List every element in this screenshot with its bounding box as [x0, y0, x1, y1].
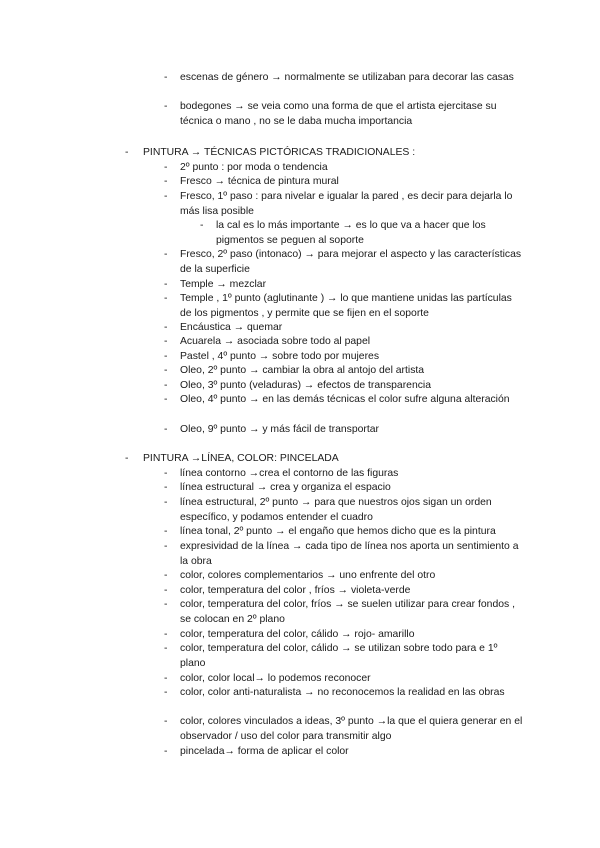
list-item-text: color, temperatura del color , fríos → violeta-verde — [180, 585, 411, 596]
list-item-text: bodegones → se veia como una forma de que el artista ejercitase su técnica o mano , no se le daba mucha importancia — [180, 101, 497, 127]
list-item — [164, 745, 525, 760]
list-item — [164, 540, 525, 569]
list-item-text: expresividad de la línea → cada tipo de línea nos aporta un sentimiento a la obra — [180, 541, 519, 567]
list-item-text: color, colores complementarios → uno enfrente del otro — [180, 570, 436, 581]
list-item-text: color, temperatura del color, cálido → rojo- amarillo — [180, 629, 415, 640]
bullet-dash: - — [164, 279, 168, 290]
bullet-dash: - — [164, 541, 168, 552]
list-item-text: Encáustica → quemar — [180, 322, 283, 333]
list-item — [164, 628, 525, 643]
list-item-text: Acuarela → asociada sobre todo al papel — [180, 336, 371, 347]
bullet-dash: - — [164, 570, 168, 581]
list-item — [164, 525, 525, 540]
section-heading — [125, 146, 503, 161]
list-item — [164, 248, 525, 277]
bullet-dash: - — [164, 394, 168, 405]
list-item-text: Fresco, 2º paso (intonaco) → para mejorar el aspecto y las características de la superficie — [180, 249, 522, 275]
list-item-text: escenas de género → normalmente se utilizaban para decorar las casas — [180, 72, 514, 83]
list-item-text: Oleo, 3º punto (veladuras) → efectos de transparencia — [180, 380, 431, 391]
list-item — [164, 321, 525, 336]
bullet-dash: - — [164, 585, 168, 596]
list-item — [164, 584, 525, 599]
bullet-dash: - — [164, 687, 168, 698]
list-item-text: Temple → mezclar — [180, 279, 267, 290]
list-item — [164, 278, 525, 293]
list-item — [164, 379, 525, 394]
bullet-dash: - — [164, 191, 168, 202]
list-item-text: la cal es lo más importante → es lo que va a hacer que los pigmentos se peguen al soporte — [216, 220, 486, 246]
list-item-text: color, color anti-naturalista → no reconocemos la realidad en las obras — [180, 687, 505, 698]
bullet-dash: - — [164, 249, 168, 260]
bullet-dash: - — [200, 220, 204, 231]
list-item — [164, 467, 525, 482]
bullet-dash: - — [164, 482, 168, 493]
bullet-dash: - — [164, 673, 168, 684]
bullet-dash: - — [164, 336, 168, 347]
bullet-dash: - — [164, 351, 168, 362]
section-heading — [125, 452, 503, 467]
bullet-dash: - — [164, 526, 168, 537]
list-item — [164, 335, 525, 350]
list-item-text: color, colores vinculados a ideas, 3º punto →la que el quiera generar en el observador / uso del color para transmitir algo — [180, 716, 523, 742]
bullet-dash: - — [164, 746, 168, 757]
list-item — [164, 393, 525, 408]
list-item — [164, 161, 525, 176]
bullet-dash: - — [164, 424, 168, 435]
bullet-dash: - — [164, 643, 168, 654]
list-item-text: color, color local→ lo podemos reconocer — [180, 673, 371, 684]
bullet-dash: - — [164, 162, 168, 173]
list-item-text: Oleo, 4º punto → en las demás técnicas el color sufre alguna alteración — [180, 394, 510, 405]
list-item — [164, 175, 525, 190]
sub-list-item — [200, 219, 531, 248]
list-item-text: línea contorno →crea el contorno de las figuras — [180, 468, 399, 479]
bullet-dash: - — [164, 293, 168, 304]
list-item-text: color, temperatura del color, cálido → se utilizan sobre todo para e 1º plano — [180, 643, 498, 669]
bullet-dash: - — [164, 72, 168, 83]
bullet-dash: - — [164, 380, 168, 391]
list-item — [164, 423, 525, 438]
list-item — [164, 350, 525, 365]
list-item — [164, 292, 525, 321]
section-heading-text: PINTURA →LÍNEA, COLOR: PINCELADA — [143, 453, 339, 464]
list-item — [164, 715, 525, 744]
list-item-text: línea estructural → crea y organiza el espacio — [180, 482, 391, 493]
bullet-dash: - — [164, 497, 168, 508]
list-item — [164, 569, 525, 584]
list-item-text: Oleo, 2º punto → cambiar la obra al antojo del artista — [180, 365, 425, 376]
bullet-dash: - — [164, 629, 168, 640]
bullet-dash: - — [164, 599, 168, 610]
list-item-text: Fresco, 1º paso : para nivelar e igualar la pared , es decir para dejarla lo más lisa posible — [180, 191, 513, 217]
list-item — [164, 71, 525, 86]
bullet-dash: - — [164, 101, 168, 112]
list-item-text: pincelada→ forma de aplicar el color — [180, 746, 349, 757]
bullet-dash: - — [164, 468, 168, 479]
list-item-text: Oleo, 9º punto → y más fácil de transportar — [180, 424, 379, 435]
bullet-dash: - — [125, 147, 129, 158]
list-item-text: Pastel , 4º punto → sobre todo por mujeres — [180, 351, 380, 362]
bullet-dash: - — [164, 716, 168, 727]
list-item — [164, 190, 525, 219]
list-item — [164, 598, 525, 627]
list-item-text: 2º punto : por moda o tendencia — [180, 162, 328, 173]
list-item-text: Temple , 1º punto (aglutinante ) → lo que mantiene unidas las partículas de los pigmentos , y permite que se fijen en el soporte — [180, 293, 512, 319]
list-item — [164, 642, 525, 671]
list-item-text: línea estructural, 2º punto → para que nuestros ojos sigan un orden específico, y podamos entender el cuadro — [180, 497, 492, 523]
bullet-dash: - — [164, 322, 168, 333]
list-item-text: color, temperatura del color, fríos → se suelen utilizar para crear fondos , se colocan en 2º plano — [180, 599, 515, 625]
list-item — [164, 100, 525, 129]
list-item-text: línea tonal, 2º punto → el engaño que hemos dicho que es la pintura — [180, 526, 496, 537]
bullet-dash: - — [164, 365, 168, 376]
bullet-dash: - — [164, 176, 168, 187]
list-item — [164, 481, 525, 496]
bullet-dash: - — [125, 453, 129, 464]
list-item-text: Fresco → técnica de pintura mural — [180, 176, 339, 187]
list-item — [164, 496, 525, 525]
list-item — [164, 672, 525, 687]
list-item — [164, 364, 525, 379]
section-heading-text: PINTURA → TÉCNICAS PICTÓRICAS TRADICIONALES : — [143, 147, 416, 158]
list-item — [164, 686, 525, 701]
